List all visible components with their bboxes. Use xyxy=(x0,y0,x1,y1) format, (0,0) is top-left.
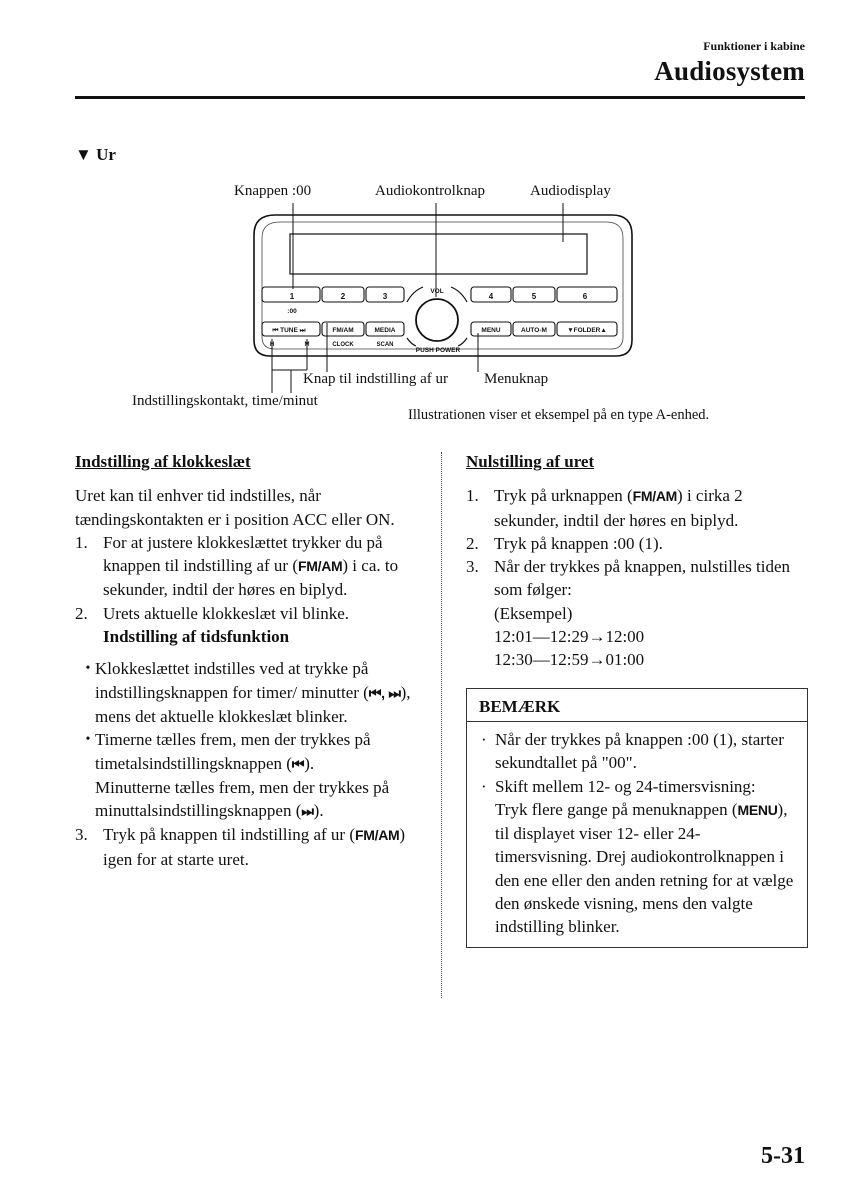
fm-am-label: FM/AM xyxy=(332,327,354,334)
note-body xyxy=(467,722,807,947)
bullet-text: Klokkeslættet indstilles ved at trykke på indstillingsknappen for timer/ minutter ( xyxy=(95,659,369,702)
step-number: 1. xyxy=(75,532,88,552)
callout-menuknap: Menuknap xyxy=(484,371,549,387)
note-item-2 xyxy=(481,775,795,939)
page-number: 5-31 xyxy=(761,1143,805,1169)
m-label: M xyxy=(304,342,310,348)
preset-6-label: 6 xyxy=(582,292,588,301)
left-heading: Indstilling af klokkeslæt xyxy=(75,452,251,471)
callout-indstillingskontakt: Indstillingskontakt, time/minut xyxy=(132,393,318,409)
left-intro: Uret kan til enhver tid indstilles, når tændingskontakten er i position ACC eller ON. xyxy=(75,486,395,529)
auto-m-label: AUTO-M xyxy=(521,327,547,334)
clock-label: CLOCK xyxy=(332,342,354,348)
vol-label: VOL xyxy=(430,288,444,295)
callout-audiodisplay: Audiodisplay xyxy=(530,183,611,199)
bullet-mark: • xyxy=(85,661,91,677)
key-label: ⏮, ⏭ xyxy=(368,684,401,701)
callout-knap-ur: Knap til indstilling af ur xyxy=(303,371,448,387)
note-box xyxy=(466,688,808,948)
bullet-text: Minutterne tælles frem, men der trykkes på minuttalsindstillingsknappen ( xyxy=(95,777,390,821)
page-title: Audiosystem xyxy=(654,56,805,86)
step-number: 2. xyxy=(466,533,479,553)
preset-2-label: 2 xyxy=(340,292,346,301)
note-title: BEMÆRK xyxy=(467,689,807,722)
preset-3-label: 3 xyxy=(382,292,388,301)
bullet-text: ). xyxy=(313,801,324,821)
bullet-text: Timerne tælles frem, men der trykkes på timetalsindstillingsknappen ( xyxy=(95,730,371,773)
left-step-3 xyxy=(75,823,420,871)
column-divider xyxy=(441,452,442,998)
section-title: Ur xyxy=(96,145,116,164)
section-marker: ▼ xyxy=(75,145,92,164)
key-label: FM/AM xyxy=(298,558,343,575)
right-column xyxy=(466,450,808,948)
example-line-2: 12:30—12:59→01:00 xyxy=(494,650,645,670)
key-label: ⏮ xyxy=(291,755,305,772)
tune-label: ⏮ TUNE ⏭ xyxy=(272,327,306,334)
right-step-2 xyxy=(466,532,808,555)
key-label: MENU xyxy=(737,801,778,818)
volume-knob xyxy=(416,299,458,341)
right-heading: Nulstilling af uret xyxy=(466,452,595,471)
step-text: Tryk på urknappen ( xyxy=(494,486,633,506)
step-number: 3. xyxy=(75,825,88,845)
left-step-1 xyxy=(75,531,420,602)
step-number: 2. xyxy=(75,603,88,623)
step-text: ) igen for at starte uret. xyxy=(103,825,406,869)
key-label: FM/AM xyxy=(632,488,678,505)
step-text: Tryk på knappen til indstilling af ur ( xyxy=(103,825,355,845)
example-label: (Eksempel) xyxy=(494,603,573,623)
left-bullet-2 xyxy=(81,728,420,823)
step-text: ) i ca. to sekunder, indtil der høres en biplyd. xyxy=(103,556,399,600)
audio-display xyxy=(290,234,587,274)
h-label: H xyxy=(269,342,275,348)
left-step-2 xyxy=(75,602,420,649)
bullet-mark: • xyxy=(85,732,91,748)
sub-heading: Indstilling af tidsfunktion xyxy=(103,627,290,647)
right-step-3 xyxy=(466,555,808,671)
note-item-1 xyxy=(481,728,795,775)
key-label: ⏭ xyxy=(301,803,314,820)
media-label: MEDIA xyxy=(374,327,396,334)
scan-label: SCAN xyxy=(376,342,394,348)
note-text: ), til displayet viser 12- eller 24-timersvisning. Drej audiokontrolknappen i den ene eller den anden retning for at vælge den ønskede visning, mens den valgte indstilling blinker. xyxy=(495,799,794,937)
note-text: Når der trykkes på knappen :00 (1), starter sekundtallet på "00". xyxy=(495,729,784,773)
key-label: FM/AM xyxy=(355,827,400,844)
right-step-1 xyxy=(466,484,808,532)
figure-caption: Illustrationen viser et eksempel på en type A-enhed. xyxy=(408,407,710,423)
step-text: Når der trykkes på knappen, nulstilles tiden som følger: xyxy=(494,557,791,600)
callout-audiokontrolknap: Audiokontrolknap xyxy=(375,183,485,199)
preset-4-label: 4 xyxy=(488,292,494,301)
note-text: Skift mellem 12- og 24-timersvisning: xyxy=(495,776,756,796)
sub00-label: :00 xyxy=(287,308,297,315)
left-column xyxy=(75,450,420,871)
preset-1-label: 1 xyxy=(289,292,295,301)
step-text: For at justere klokkeslættet trykker du på knappen til indstilling af ur ( xyxy=(103,532,383,576)
tune-text: TUNE xyxy=(280,327,298,334)
note-text: Tryk flere gange på menuknappen ( xyxy=(495,799,738,819)
step-text: Urets aktuelle klokkeslæt vil blinke. xyxy=(103,603,349,623)
bullet-text: ). xyxy=(304,753,315,773)
step-number: 3. xyxy=(466,557,479,577)
preset-5-label: 5 xyxy=(531,292,537,301)
push-power-label: PUSH POWER xyxy=(415,347,461,354)
bullet-text: ), mens det aktuelle klokkeslæt blinker. xyxy=(95,682,411,726)
example-line-1: 12:01—12:29→12:00 xyxy=(494,627,645,647)
folder-label: ▼FOLDER▲ xyxy=(567,327,607,334)
left-bullet-1 xyxy=(81,657,420,728)
step-text: Tryk på knappen :00 (1). xyxy=(494,533,663,553)
note-mark: · xyxy=(481,776,487,796)
callout-knappen-00: Knappen :00 xyxy=(234,183,312,199)
menu-label: MENU xyxy=(481,327,501,334)
note-mark: · xyxy=(481,729,487,749)
step-text: ) i cirka 2 sekunder, indtil der høres en biplyd. xyxy=(494,486,743,530)
step-number: 1. xyxy=(466,486,479,506)
chapter-title: Funktioner i kabine xyxy=(703,39,805,53)
